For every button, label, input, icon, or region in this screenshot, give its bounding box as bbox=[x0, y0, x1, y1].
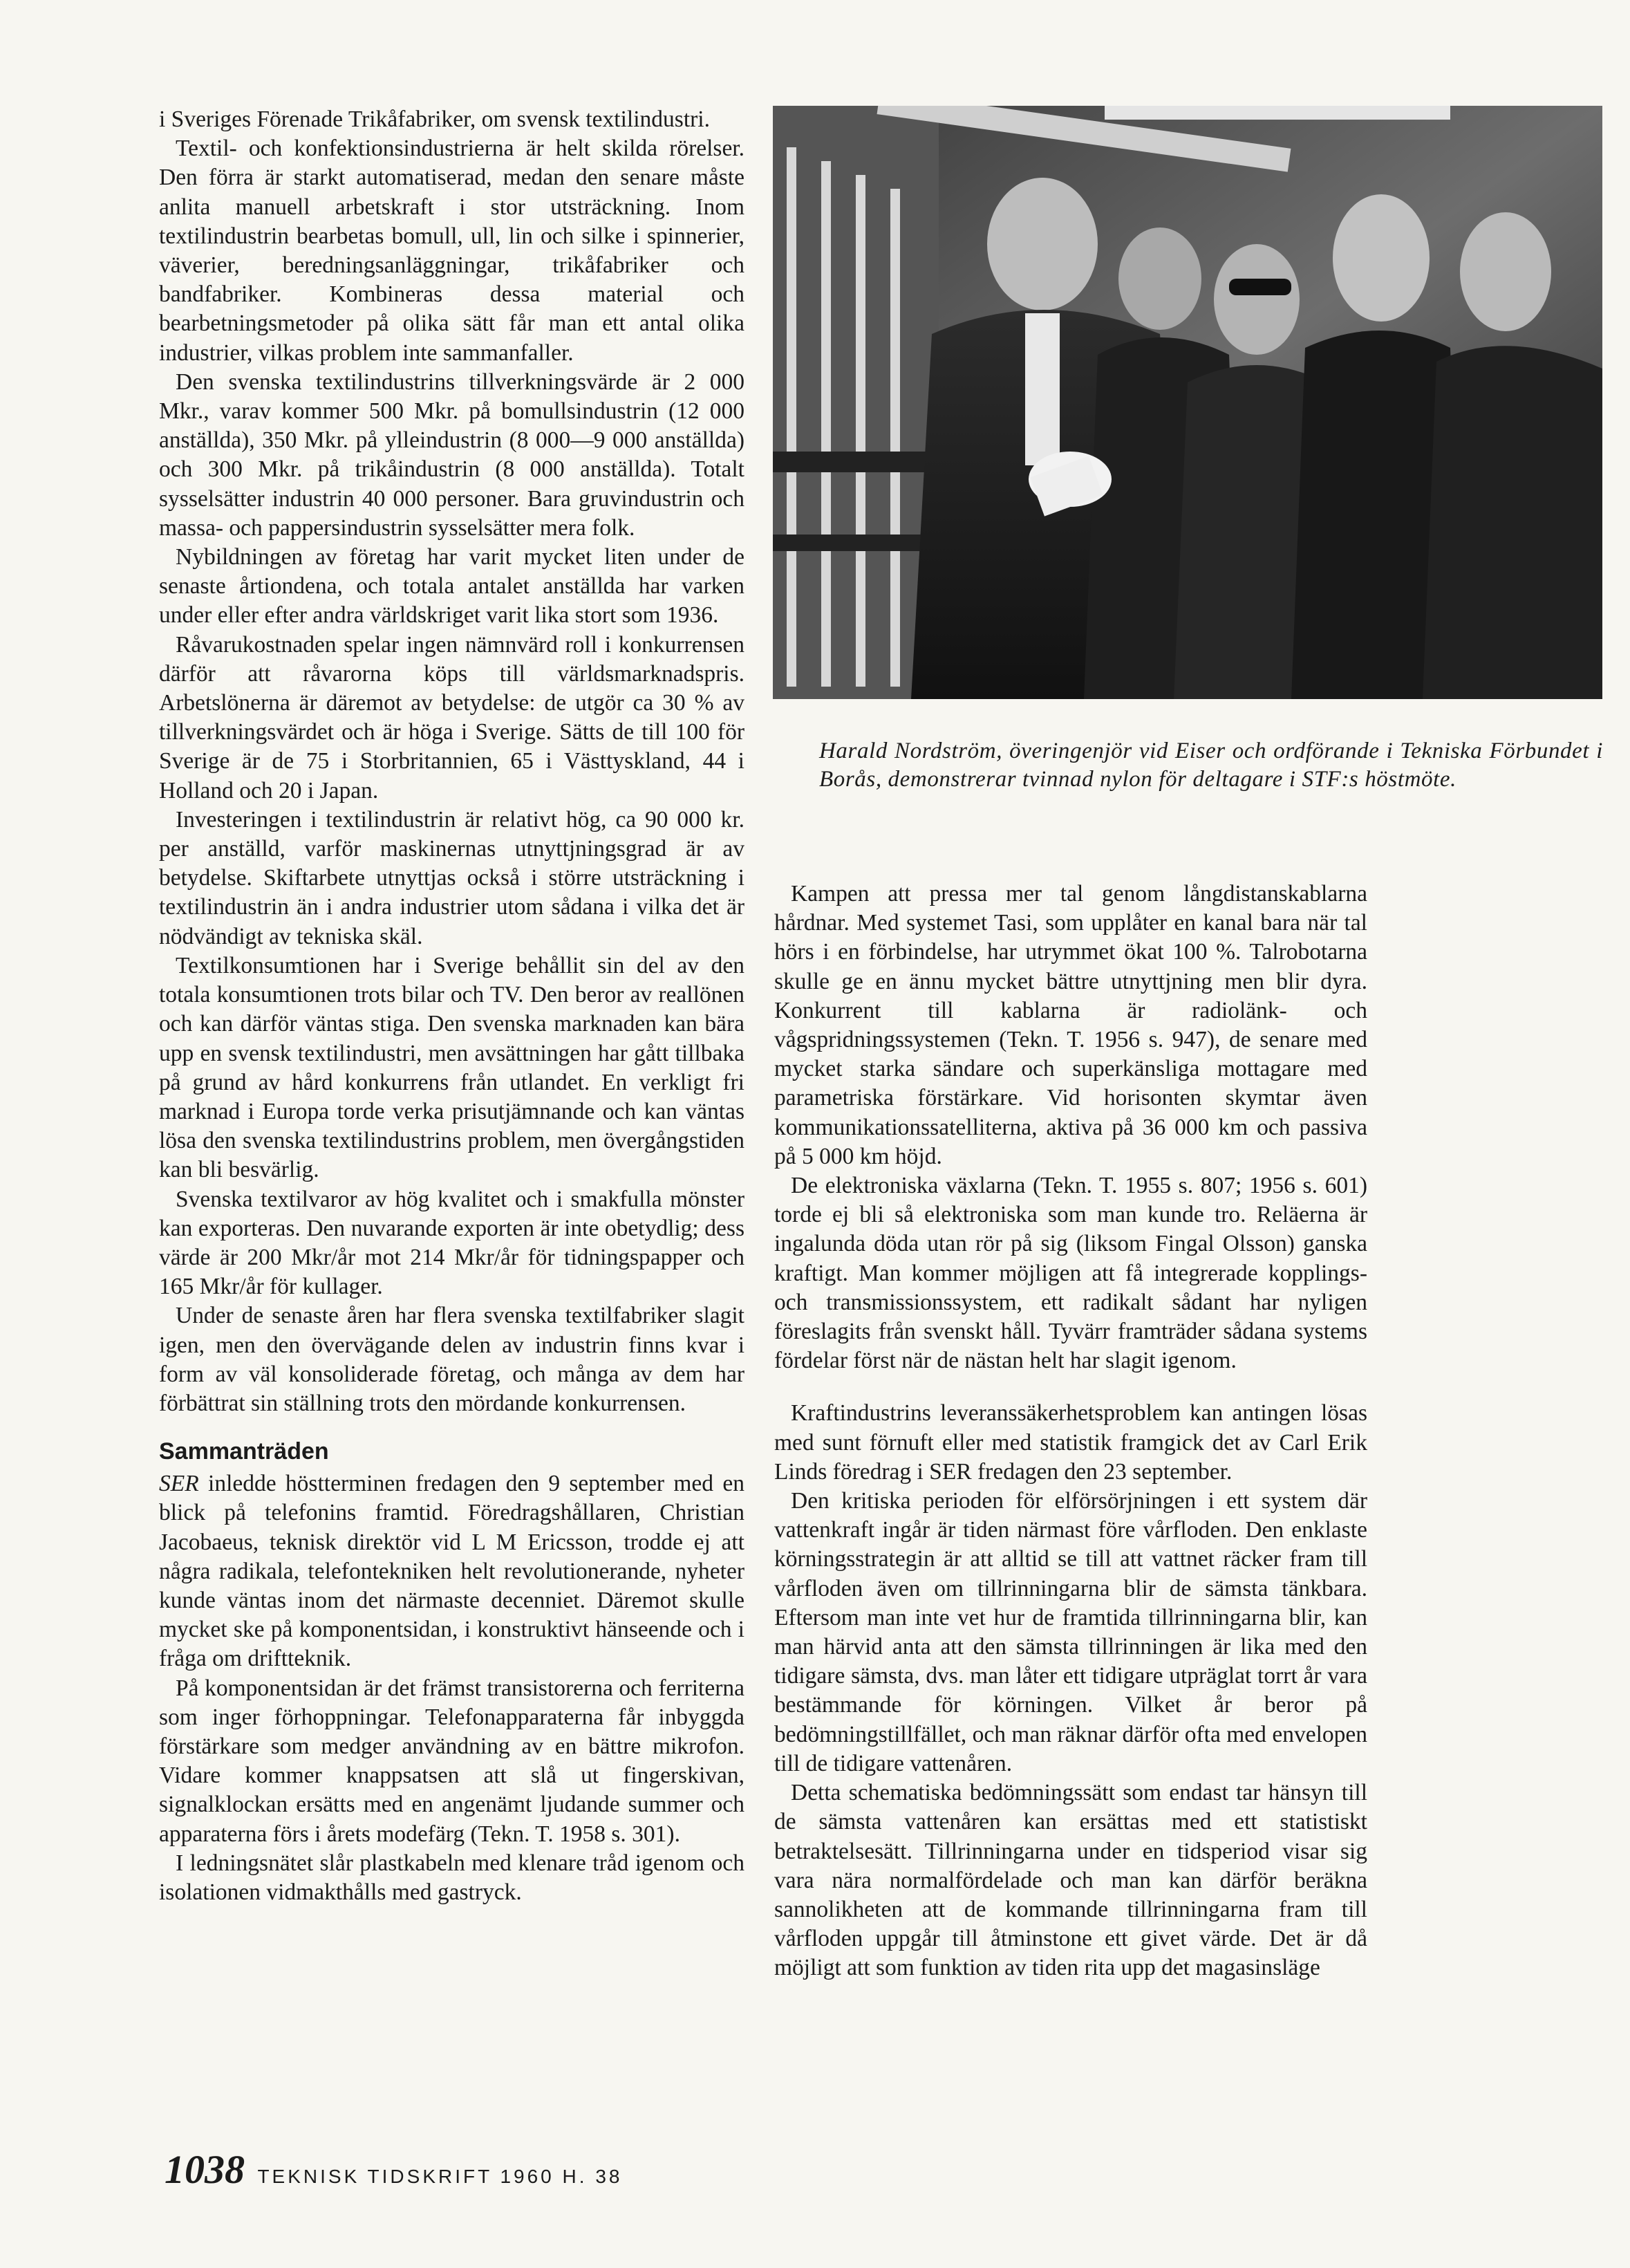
paragraph: Svenska textilvaror av hög kvalitet och i smakfulla mönster kan exporteras. Den nuvarande exporten är inte obetydlig; dess värde är 200 Mkr/år mot 214 Mkr/år för tidningspapper och 165 Mkr/år för kullager. bbox=[159, 1186, 744, 1300]
paragraph bbox=[159, 1469, 744, 1673]
right-column bbox=[774, 880, 1367, 1983]
paragraph: i Sveriges Förenade Trikåfabriker, om svensk textilindustri. bbox=[159, 106, 710, 132]
photograph bbox=[773, 106, 1602, 699]
page-footer bbox=[165, 2146, 622, 2193]
paragraph: Den kritiska perioden för elförsörjningen i ett system där vattenkraft ingår är tiden närmast före vårfloden. Den enklaste körningsstrategin är att alltid se till att vattnet räcker fram till vårfloden även om tillrinningarna blir de sämsta tänkbara. Eftersom man inte vet hur de framtida tillrinningarna blir, kan man härvid anta att den sämsta tillrinningen är lika med den tidigare sämsta, dvs. man låter ett tidigare utpräglat torrt år vara bestämmande för körningen. Vilket år beror på bedömningstillfället, och man räknar därför ofta med envelopen till de tidigare vattenåren. bbox=[774, 1488, 1367, 1776]
paragraph: Nybildningen av företag har varit mycket liten under de senaste årtiondena, och totala antalet anställda har varken under eller efter andra världskriget varit lika stort som 1936. bbox=[159, 544, 744, 629]
paragraph: I ledningsnätet slår plastkabeln med klenare tråd igenom och isolationen vidmakthålls med gastryck. bbox=[159, 1850, 744, 1905]
abbreviation: SER bbox=[159, 1471, 199, 1497]
paragraph: Den svenska textilindustrins tillverkningsvärde är 2 000 Mkr., varav kommer 500 Mkr. på bomullsindustrin (12 000 anställda), 350 Mkr. på ylleindustrin (8 000—9 000 anställda) och 300 Mkr. på trikåindustrin (8 000 anställda). Totalt sysselsätter industrin 40 000 personer. Bara gruvindustrin och massa- och pappersindustrin sysselsätter mera folk. bbox=[159, 369, 744, 541]
page-number: 1038 bbox=[165, 2147, 245, 2192]
paragraph: Under de senaste åren har flera svenska textilfabriker slagit igen, men den övervägande delen av industrin finns kvar i form av väl konsoliderade företag, och många av dem har förbättrat sin ställning trots den mördande konkurrensen. bbox=[159, 1303, 744, 1416]
paragraph: Kraftindustrins leveranssäkerhetsproblem kan antingen lösas med sunt förnuft eller med statistik framgick det av Carl Erik Linds föredrag i SER fredagen den 23 september. bbox=[774, 1400, 1367, 1485]
paragraph: På komponentsidan är det främst transistorerna och ferriterna som inger förhoppningar. Telefonapparaterna får inbyggda förstärkare som medger användning av en bättre mikrofon. Vidare kommer knappsatsen att slå ut fingerskivan, signalklockan ersätts med en angenämt ljudande summer och apparaterna förs i årets modefärg (Tekn. T. 1958 s. 301). bbox=[159, 1675, 744, 1847]
paragraph-text: inledde höstterminen fredagen den 9 september med en blick på telefonins framtid. Föredragshållaren, Christian Jacobaeus, teknisk direktör vid L M Ericsson, trodde ej att några radikala, telefontekniken helt revolutionerande, nyheter kunde väntas inom det närmaste decenniet. Däremot skulle mycket ske på komponentsidan, i konstruktivt hänseende och i fråga om driftteknik. bbox=[159, 1471, 744, 1672]
paragraph: Detta schematiska bedömningssätt som endast tar hänsyn till de sämsta vattenåren kan ersättas med ett statistiskt betraktelsesätt. Tillrinningarna under en tidsperiod visar sig vara nära normalfördelade och man kan därför beräkna sannolikheten att de kommande tillrinningarna fram till vårfloden uppgår till åtminstone ett givet värde. Det är då möjligt att som funktion av tiden rita upp det magasinsläge bbox=[774, 1780, 1367, 1981]
left-column bbox=[159, 105, 744, 1907]
paragraph: Investeringen i textilindustrin är relativt hög, ca 90 000 kr. per anställd, varför maskinernas utnyttjningsgrad är av betydelse. Skiftarbete utnyttjas också i större utsträckning i textilindustrin än i andra industrier utom sådana i vilka det är nödvändigt av tekniska skäl. bbox=[159, 806, 744, 949]
paragraph: Textil- och konfektionsindustrierna är helt skilda rörelser. Den förra är starkt automatiserad, medan den senare måste anlita manuell arbetskraft i stor utsträckning. Inom textilindustrin bearbetas bomull, ull, lin och silke i spinnerier, väverier, beredningsanläggningar, trikåfabriker och bandfabriker. Kombineras dessa material och bearbetningsmetoder på olika sätt får man ett antal olika industrier, vilkas problem inte sammanfaller. bbox=[159, 136, 744, 366]
section-heading: Sammanträden bbox=[159, 1438, 329, 1465]
paragraph: Textilkonsumtionen har i Sverige behållit sin del av den totala konsumtionen trots bilar och TV. Den beror av reallönen och kan därför väntas stiga. Den svenska marknaden kan bära upp en svensk textilindustri, men avsättningen har gått tillbaka på grund av hård konkurrens från utlandet. En verkligt fri marknad i Europa torde verka prisutjämnande och kan väntas lösa den svenska textilindustrins problem, men övergångstiden kan bli besvärlig. bbox=[159, 952, 744, 1183]
paragraph: Kampen att pressa mer tal genom långdistanskablarna hårdnar. Med systemet Tasi, som upplåter en kanal bara när tal hörs i en förbindelse, har utrymmet ökat 100 %. Talrobotarna skulle ge en ännu mycket bättre utnyttjning men blir dyra. Konkurrent till kablarna är radiolänk- och vågspridningssystemen (Tekn. T. 1956 s. 947), de senare med mycket starka sändare och superkänsliga mottagare med parametriska förstärkare. Vid horisonten skymtar även kommunikationssatelliterna, aktiva på 36 000 km och passiva på 5 000 km höjd. bbox=[774, 881, 1367, 1169]
photo-caption: Harald Nordström, överingenjör vid Eiser och ordförande i Tekniska Förbundet i Borås, demonstrerar tvinnad nylon för deltagare i STF:s höstmöte. bbox=[819, 738, 1603, 792]
paragraph: De elektroniska växlarna (Tekn. T. 1955 s. 807; 1956 s. 601) torde ej bli så elektroniska som man kunde tro. Reläerna är ingalunda döda utan rör på sig (liksom Fingal Olsson) ganska kraftigt. Man kommer möjligen att få integrerade kopplings- och transmissionssystem, ett radikalt sådant har nyligen föreslagits från svenskt håll. Tyvärr framträder sådana systems fördelar först när de nästan helt har slagit igenom. bbox=[774, 1173, 1367, 1374]
paragraph: Råvarukostnaden spelar ingen nämnvärd roll i konkurrensen därför att råvarorna köps till världsmarknadspris. Arbetslönerna är däremot av betydelse: de utgör ca 30 % av tillverkningsvärdet och är höga i Sverige. Sätts de till 100 för Sverige är de 75 i Storbritannien, 65 i Västtyskland, 44 i Holland och 20 i Japan. bbox=[159, 631, 744, 803]
journal-name: TEKNISK TIDSKRIFT 1960 H. 38 bbox=[257, 2166, 623, 2187]
